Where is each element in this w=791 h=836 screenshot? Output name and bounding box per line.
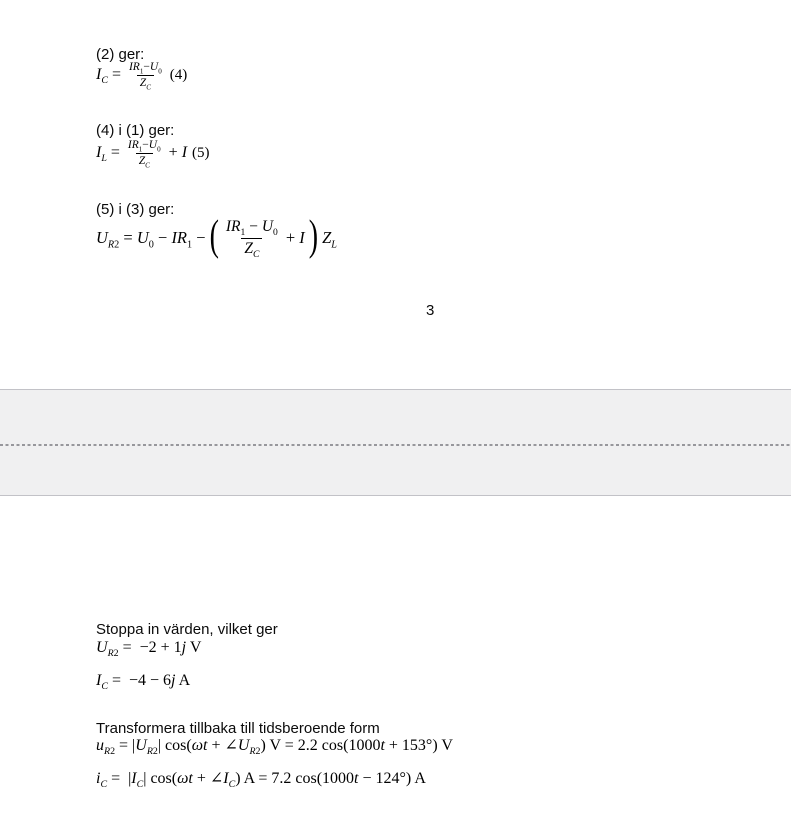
fraction: [125, 138, 164, 169]
equation-ur2-tail: + I: [285, 228, 305, 247]
equation-5-tail: + I: [168, 144, 188, 161]
equation-ur2-rhs: $Z_L$: [322, 228, 337, 251]
fraction: [126, 60, 165, 91]
equation-5-tag: (5): [192, 144, 210, 161]
page-break-dashed-line: [0, 444, 791, 446]
equation-5-lhs: $I_L$ =: [96, 144, 120, 165]
fraction: [223, 217, 281, 260]
text-line-transformera: Transformera tillbaka till tidsberoende form: [96, 720, 380, 737]
equation-ur2: [96, 214, 337, 262]
right-parenthesis: ): [308, 212, 319, 261]
equation-ur2-value: $U_{R2} = -2 + 1j$ V: [96, 639, 202, 660]
equation-ic-value: $I_C = -4 - 6j$ A: [96, 672, 191, 693]
equation-ur2-lhs: $U_{R2} = U_0 - IR_1$ −: [96, 228, 206, 251]
page-break-separator: [0, 389, 791, 496]
equation-4-lhs: $I_C$ =: [96, 66, 121, 87]
equation-ur2-time-domain: $u_{R2} = |U_{R2}|$ $\cos(\omega t + \angle U_{R2})$ V = 2.2 cos(1000t + 153°) V: [96, 737, 453, 758]
fraction-denominator: $Z_C$: [136, 153, 153, 169]
left-parenthesis: (: [209, 212, 219, 261]
fraction-numerator: $IR_1 - U_0$: [225, 217, 278, 238]
equation-4-tag: (4): [169, 66, 188, 83]
equation-4: [96, 59, 187, 91]
text-line-2-ger: (2) ger:: [96, 46, 145, 63]
fraction-numerator: $IR_1-U_0$: [127, 138, 161, 153]
text-line-4-i-1-ger: (4) i (1) ger:: [96, 122, 175, 139]
equation-ic-time-domain: $i_C = |I_C|$ $\cos(\omega t + \angle I_C)$ A = 7.2 cos(1000t − 124°) A: [96, 770, 426, 791]
text-line-stoppa: Stoppa in värden, vilket ger: [96, 621, 278, 638]
equation-5: [96, 137, 210, 169]
text-line-5-i-3-ger: (5) i (3) ger:: [96, 201, 175, 218]
fraction-numerator: $IR_1-U_0$: [128, 60, 162, 75]
fraction-denominator: $Z_C$: [241, 238, 262, 260]
page-number: 3: [426, 302, 435, 319]
fraction-denominator: $Z_C$: [137, 75, 154, 91]
